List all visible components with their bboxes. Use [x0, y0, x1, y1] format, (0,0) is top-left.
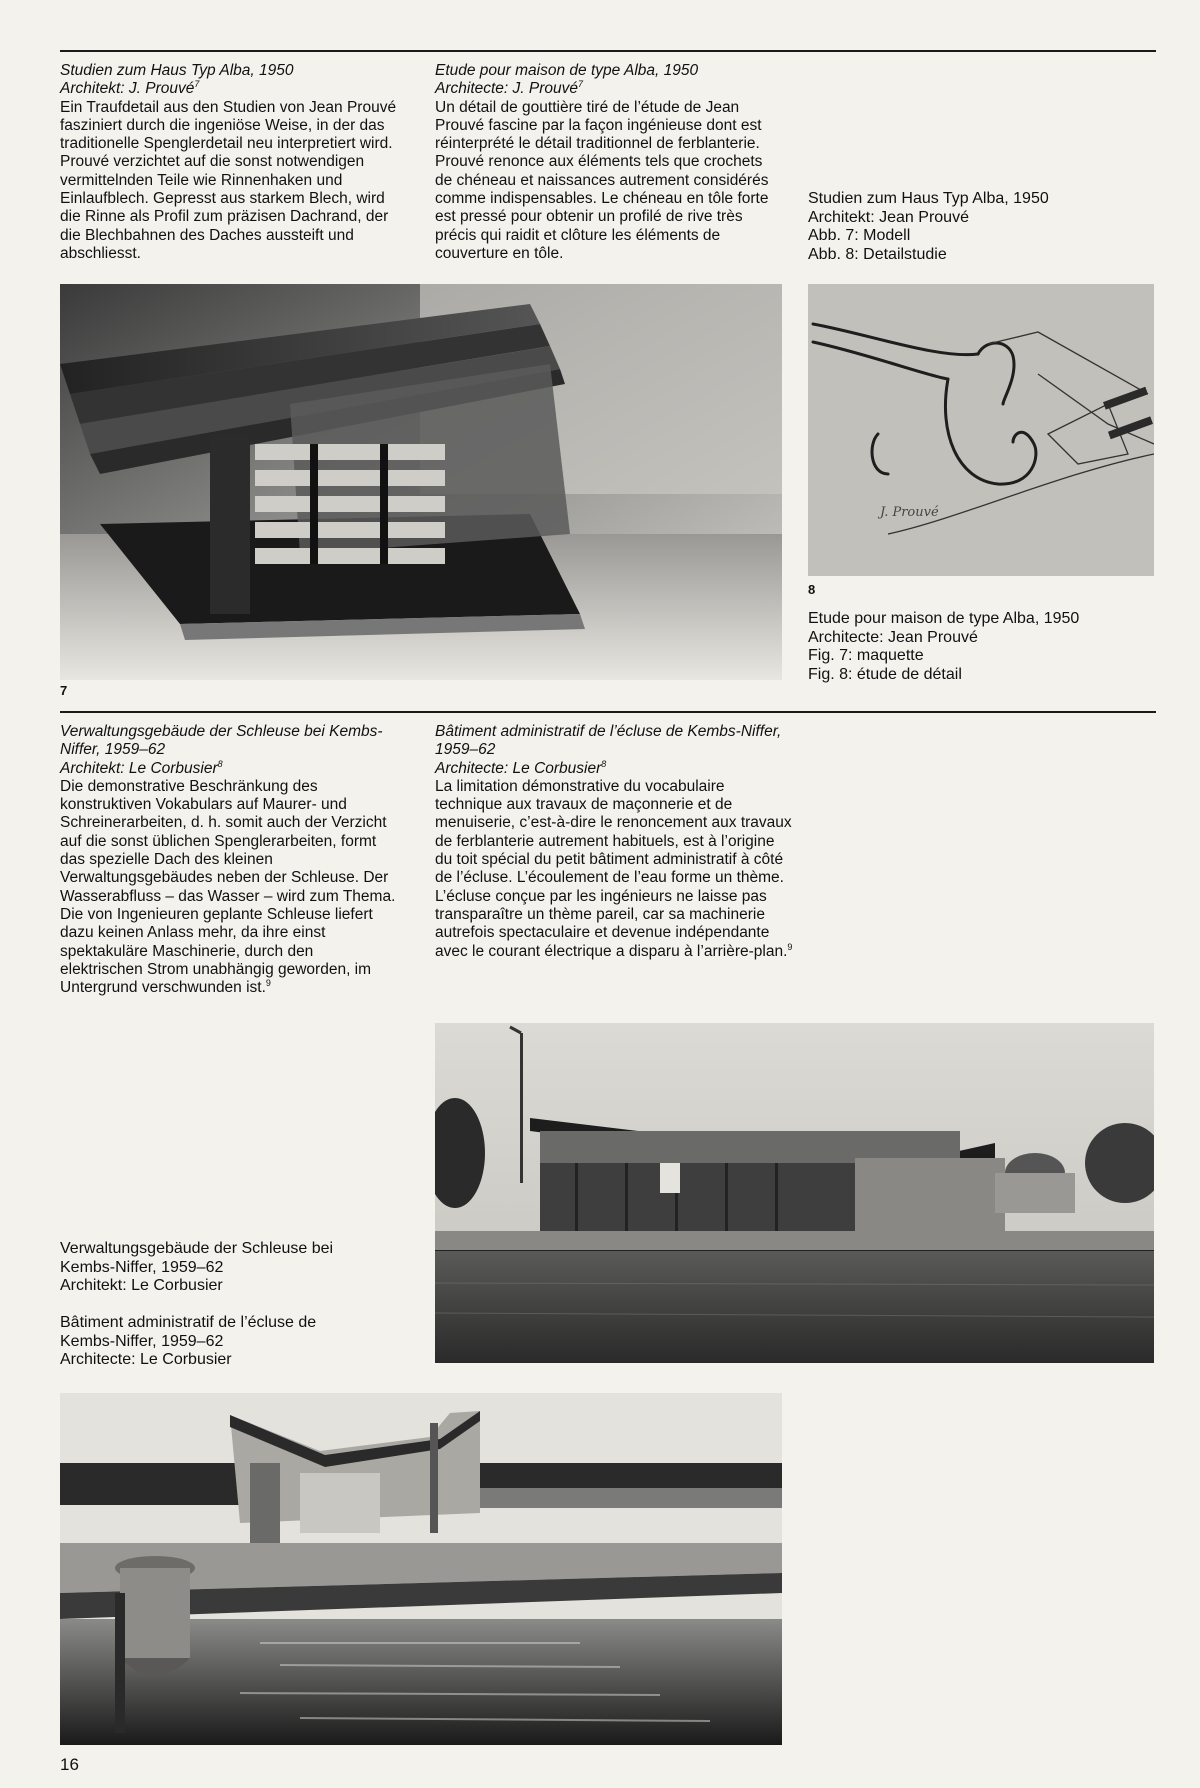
section1-german-architect: Architekt: J. Prouvé [60, 80, 195, 98]
footnote-ref: 8 [601, 758, 607, 769]
sketch-illustration [808, 284, 1154, 576]
caption-line: Kembs-Niffer, 1959–62 [60, 1258, 224, 1276]
caption-line: Architecte: Jean Prouvé [808, 628, 978, 646]
page-number: 16 [60, 1755, 79, 1774]
section1-french-body: Un détail de gouttière tiré de l’étude de Jean Prouvé fascine par la façon ingénieuse dont est réinterprété le détail traditionnel de ferblanterie. Prouvé renonce aux éléments tels que crochets de chéneau et naissances autrement considérés comme indispensables. Le chéneau en tôle forte est pressé pour obtenir un profilé de rive très précis qui raidit et clôture les éléments de couverture en tôle. [435, 98, 769, 262]
section1-french-title: Etude pour maison de type Alba, 1950 [435, 62, 699, 79]
figure-7-model-photo [60, 284, 782, 680]
middle-rule [60, 711, 1156, 713]
footnote-ref: 7 [578, 79, 584, 90]
section2-german-title: Verwaltungsgebäude der Schleuse bei Kembs-Niffer, 1959–62 [60, 723, 383, 759]
figure-8-detail-sketch [808, 284, 1154, 576]
footnote-ref: 9 [265, 978, 271, 988]
caption-line: Verwaltungsgebäude der Schleuse bei [60, 1240, 334, 1257]
caption-line: Etude pour maison de type Alba, 1950 [808, 610, 1080, 627]
footnote-ref: 9 [787, 941, 793, 952]
caption-line: Abb. 7: Modell [808, 227, 911, 244]
section1-german-body: Ein Traufdetail aus den Studien von Jean Prouvé fasziniert durch die ingeniöse Weise, in der das traditionelle Spenglerdetail neu interpretiert wird. Prouvé verzichtet auf die sonst notwendigen vermittelnden Teile wie Rinnenhaken und Einlaufblech. Gepresst aus starkem Blech, wird die Rinne als Profil zum präzisen Dachrand, der die Blechbahnen des Daches aussteift und abschliesst. [60, 98, 397, 262]
lock-roof-illustration [60, 1393, 782, 1745]
top-rule [60, 50, 1156, 52]
footnote-ref: 8 [217, 758, 223, 769]
caption-line: Abb. 8: Detailstudie [808, 245, 947, 263]
section1-caption-french [808, 610, 1154, 684]
model-photo-illustration [60, 284, 782, 680]
caption-line: Kembs-Niffer, 1959–62 [60, 1332, 224, 1350]
caption-line: Architecte: Le Corbusier [60, 1351, 232, 1368]
photo-admin-building [435, 1023, 1154, 1363]
figure-7-number: 7 [60, 683, 68, 698]
admin-building-illustration [435, 1023, 1154, 1363]
section2-french-title: Bâtiment administratif de l’écluse de Kembs-Niffer, 1959–62 [435, 723, 782, 759]
section2-caption-french [60, 1314, 420, 1370]
section2-german-text [60, 723, 400, 997]
photo-lock-roof [60, 1393, 782, 1745]
caption-line: Fig. 8: étude de détail [808, 665, 962, 683]
caption-line: Architekt: Jean Prouvé [808, 208, 969, 226]
section2-french-architect: Architecte: Le Corbusier [435, 759, 602, 777]
section1-german-title: Studien zum Haus Typ Alba, 1950 [60, 62, 294, 79]
section2-french-text [435, 723, 795, 961]
caption-line: Architekt: Le Corbusier [60, 1277, 223, 1294]
section2-german-architect: Architekt: Le Corbusier [60, 759, 218, 777]
section1-french-architect: Architecte: J. Prouvé [435, 80, 579, 98]
figure-8-number: 8 [808, 582, 816, 597]
section2-german-body: Die demonstrative Beschränkung des konstruktiven Vokabulars auf Maurer- und Schreinerarbeiten, d. h. somit auch der Verzicht auf die sonst üblichen Spenglerarbeiten, formt das spezielle Dach des kleinen Verwaltungsgebäudes neben der Schleuse. Der Wasserabfluss – das Wasser – wird zum Thema. Die von Ingenieuren geplante Schleuse liefert dazu keinen Anlass mehr, da ihre einst spektakuläre Maschinerie, durch den elektrischen Strom unabhängig geworden, im Untergrund verschwunden ist. [60, 777, 396, 997]
caption-line: Studien zum Haus Typ Alba, 1950 [808, 190, 1049, 207]
section1-french-text [435, 62, 775, 263]
section1-caption-german [808, 190, 1148, 264]
caption-line: Bâtiment administratif de l’écluse de [60, 1314, 317, 1331]
footnote-ref: 7 [194, 79, 200, 90]
section2-caption-german [60, 1240, 420, 1296]
section1-german-text [60, 62, 400, 263]
section2-french-body: La limitation démonstrative du vocabulaire technique aux travaux de maçonnerie et de menuiserie, c’est-à-dire le renoncement aux travaux de ferblanterie autrement habituels, est à l’origine du toit spécial du petit bâtiment administratif à côté de l’écluse. L’écoulement de l’eau forme un thème. L’écluse conçue par les ingénieurs ne laisse pas transparaître un thème pareil, car sa machinerie autrefois spectaculaire et devenue indépendante avec le courant électrique a disparu à l’arrière-plan. [435, 777, 792, 960]
sketch-signature: J. Prouvé [880, 505, 939, 520]
caption-line: Fig. 7: maquette [808, 647, 924, 664]
